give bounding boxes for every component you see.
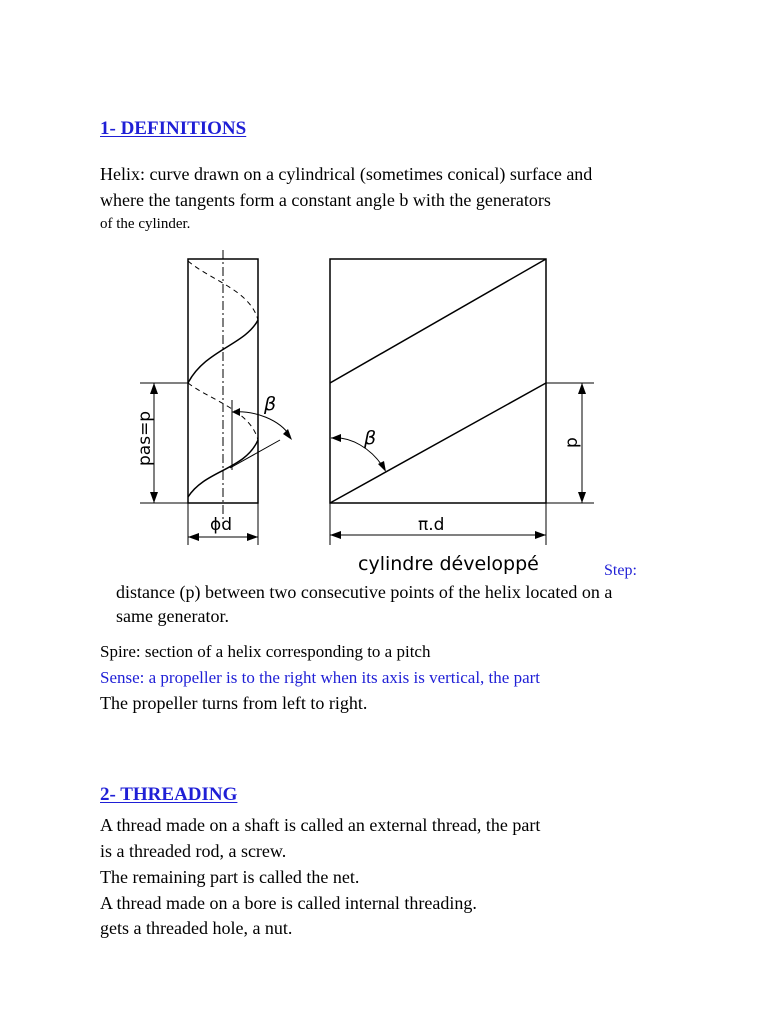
threading-line-2: is a threaded rod, a screw. [100, 841, 287, 861]
threading-line-4: A thread made on a bore is called internal threading. [100, 893, 477, 913]
helix-definition-line-3: of the cylinder. [100, 216, 191, 232]
beta-right-label: β [364, 427, 377, 449]
section-1-heading: 1- DEFINITIONS [100, 118, 247, 139]
developed-cylinder-outline [330, 259, 546, 503]
propeller-turns-text: The propeller turns from left to right. [100, 693, 368, 713]
sense-definition: Sense: a propeller is to the right when its axis is vertical, the part [100, 668, 540, 687]
pi-d-label: π.d [418, 515, 445, 535]
helix-definition-line-1: Helix: curve drawn on a cylindrical (sometimes conical) surface and [100, 164, 593, 184]
section-2-heading: 2- THREADING [100, 784, 238, 805]
threading-line-5: gets a threaded hole, a nut. [100, 918, 293, 938]
developed-cylinder-caption: cylindre développé [358, 553, 539, 575]
beta-left-label: β [264, 393, 277, 415]
beta-arc-right [331, 438, 385, 470]
threading-line-1: A thread made on a shaft is called an external thread, the part [100, 815, 541, 835]
threading-line-3: The remaining part is called the net. [100, 867, 360, 887]
step-definition-line-2: same generator. [116, 606, 229, 626]
step-label: Step: [604, 562, 637, 579]
pas-label: pas=p [135, 410, 155, 466]
helix-definition-line-2: where the tangents form a constant angle b with the generators [100, 190, 551, 210]
beta-arc-left [232, 412, 290, 436]
p-label: p [562, 437, 582, 448]
step-definition-line-1: distance (p) between two consecutive points of the helix located on a [116, 582, 613, 602]
developed-helix-lower [330, 383, 546, 503]
spire-definition: Spire: section of a helix corresponding to a pitch [100, 642, 431, 661]
tangent-line [230, 440, 280, 468]
phi-d-label: ϕd [210, 515, 233, 535]
developed-helix-upper [330, 259, 546, 383]
